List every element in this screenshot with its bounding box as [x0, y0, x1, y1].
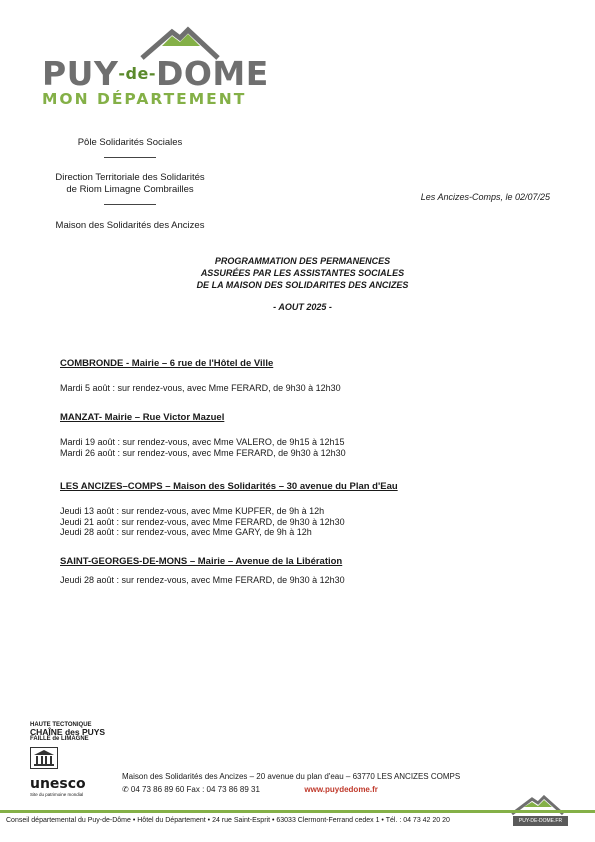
- website-link[interactable]: www.puydedome.fr: [304, 785, 378, 794]
- logo-word-dome: DOME: [155, 54, 269, 93]
- footer-bar: Conseil départemental du Puy-de-Dôme • Hôtel du Département • 24 rue Saint-Esprit • 63033 Clermont-Ferrand cedex 1 • Tél. : 04 73 42 20 20: [6, 817, 450, 824]
- title-line-3: DE LA MAISON DES SOLIDARITES DES ANCIZES: [196, 280, 409, 290]
- logo-word-de: -de-: [118, 64, 156, 83]
- schedule-section-manzat: [60, 412, 500, 458]
- section-lines: [60, 575, 500, 586]
- section-heading: LES ANCIZES–COMPS – Maison des Solidarités – 30 avenue du Plan d'Eau: [60, 481, 398, 492]
- schedule-line: Jeudi 28 août : sur rendez-vous, avec Mme GARY, de 9h à 12h: [60, 527, 312, 537]
- unesco-temple-icon: [30, 747, 58, 769]
- document-date: Les Ancizes-Comps, le 02/07/25: [420, 192, 550, 202]
- address-line-2: [122, 783, 460, 796]
- schedule-section-les-ancizes: [60, 481, 500, 538]
- divider: [104, 157, 156, 158]
- unesco-logo: unesco: [30, 776, 86, 792]
- footer-badge: PUY-DE-DOME.FR: [513, 816, 568, 826]
- chaine-des-puys-logo: [30, 722, 110, 743]
- logo-wordmark: [42, 55, 269, 93]
- section-lines: [60, 506, 500, 538]
- chaine-line-3: FAILLE de LIMAGNE: [30, 736, 89, 742]
- document-title: [130, 255, 475, 291]
- section-heading: MANZAT- Mairie – Rue Victor Mazuel: [60, 412, 225, 423]
- section-heading: COMBRONDE - Mairie – 6 rue de l'Hôtel de Ville: [60, 358, 274, 369]
- schedule-section-saint-georges: [60, 556, 500, 586]
- title-line-2: ASSURÉES PAR LES ASSISTANTES SOCIALES: [200, 268, 405, 278]
- phone-fax: ✆ 04 73 86 89 60 Fax : 04 73 86 89 31: [122, 785, 260, 794]
- schedule-line: Jeudi 21 août : sur rendez-vous, avec Mme FERARD, de 9h30 à 12h30: [60, 516, 345, 527]
- address-line-1: Maison des Solidarités des Ancizes – 20 avenue du plan d'eau – 63770 LES ANCIZES COMPS: [122, 772, 461, 781]
- title-line-1: PROGRAMMATION DES PERMANENCES: [214, 256, 391, 266]
- logo-subtitle: MON DÉPARTEMENT: [42, 90, 247, 108]
- section-lines: [60, 437, 500, 458]
- unesco-subtitle: Site du patrimoine mondial: [30, 792, 84, 797]
- schedule-section-combronde: [60, 358, 500, 394]
- chaine-line-1: HAUTE TECTONIQUE: [30, 722, 92, 728]
- logo-word-puy: PUY: [42, 54, 119, 93]
- schedule-line: Mardi 26 août : sur rendez-vous, avec Mme FERARD, de 9h30 à 12h30: [60, 447, 346, 458]
- footer-divider: [0, 810, 595, 813]
- chaine-line-2: CHAÎNE des PUYS: [30, 727, 106, 737]
- direction-line-2: de Riom Limagne Combrailles: [66, 184, 194, 195]
- schedule-line: Jeudi 28 août : sur rendez-vous, avec Mme FERARD, de 9h30 à 12h30: [60, 575, 345, 585]
- schedule-line: Mardi 19 août : sur rendez-vous, avec Mme VALERO, de 9h15 à 12h15: [60, 437, 345, 447]
- direction-line-1: Direction Territoriale des Solidarités: [55, 172, 205, 183]
- footer-address: [122, 770, 460, 796]
- divider: [104, 204, 156, 205]
- pole-name: Pôle Solidarités Sociales: [77, 137, 183, 148]
- direction-name: [30, 172, 230, 196]
- section-heading: SAINT-GEORGES-DE-MONS – Mairie – Avenue de la Libération: [60, 556, 343, 567]
- footer-partner-logos: [30, 722, 110, 797]
- section-lines: [60, 383, 500, 394]
- schedule-line: Mardi 5 août : sur rendez-vous, avec Mme FERARD, de 9h30 à 12h30: [60, 383, 341, 393]
- schedule-line: Jeudi 13 août : sur rendez-vous, avec Mme KUPFER, de 9h à 12h: [60, 506, 325, 516]
- maison-name: Maison des Solidarités des Ancizes: [55, 220, 205, 231]
- document-month: - AOUT 2025 -: [273, 302, 332, 312]
